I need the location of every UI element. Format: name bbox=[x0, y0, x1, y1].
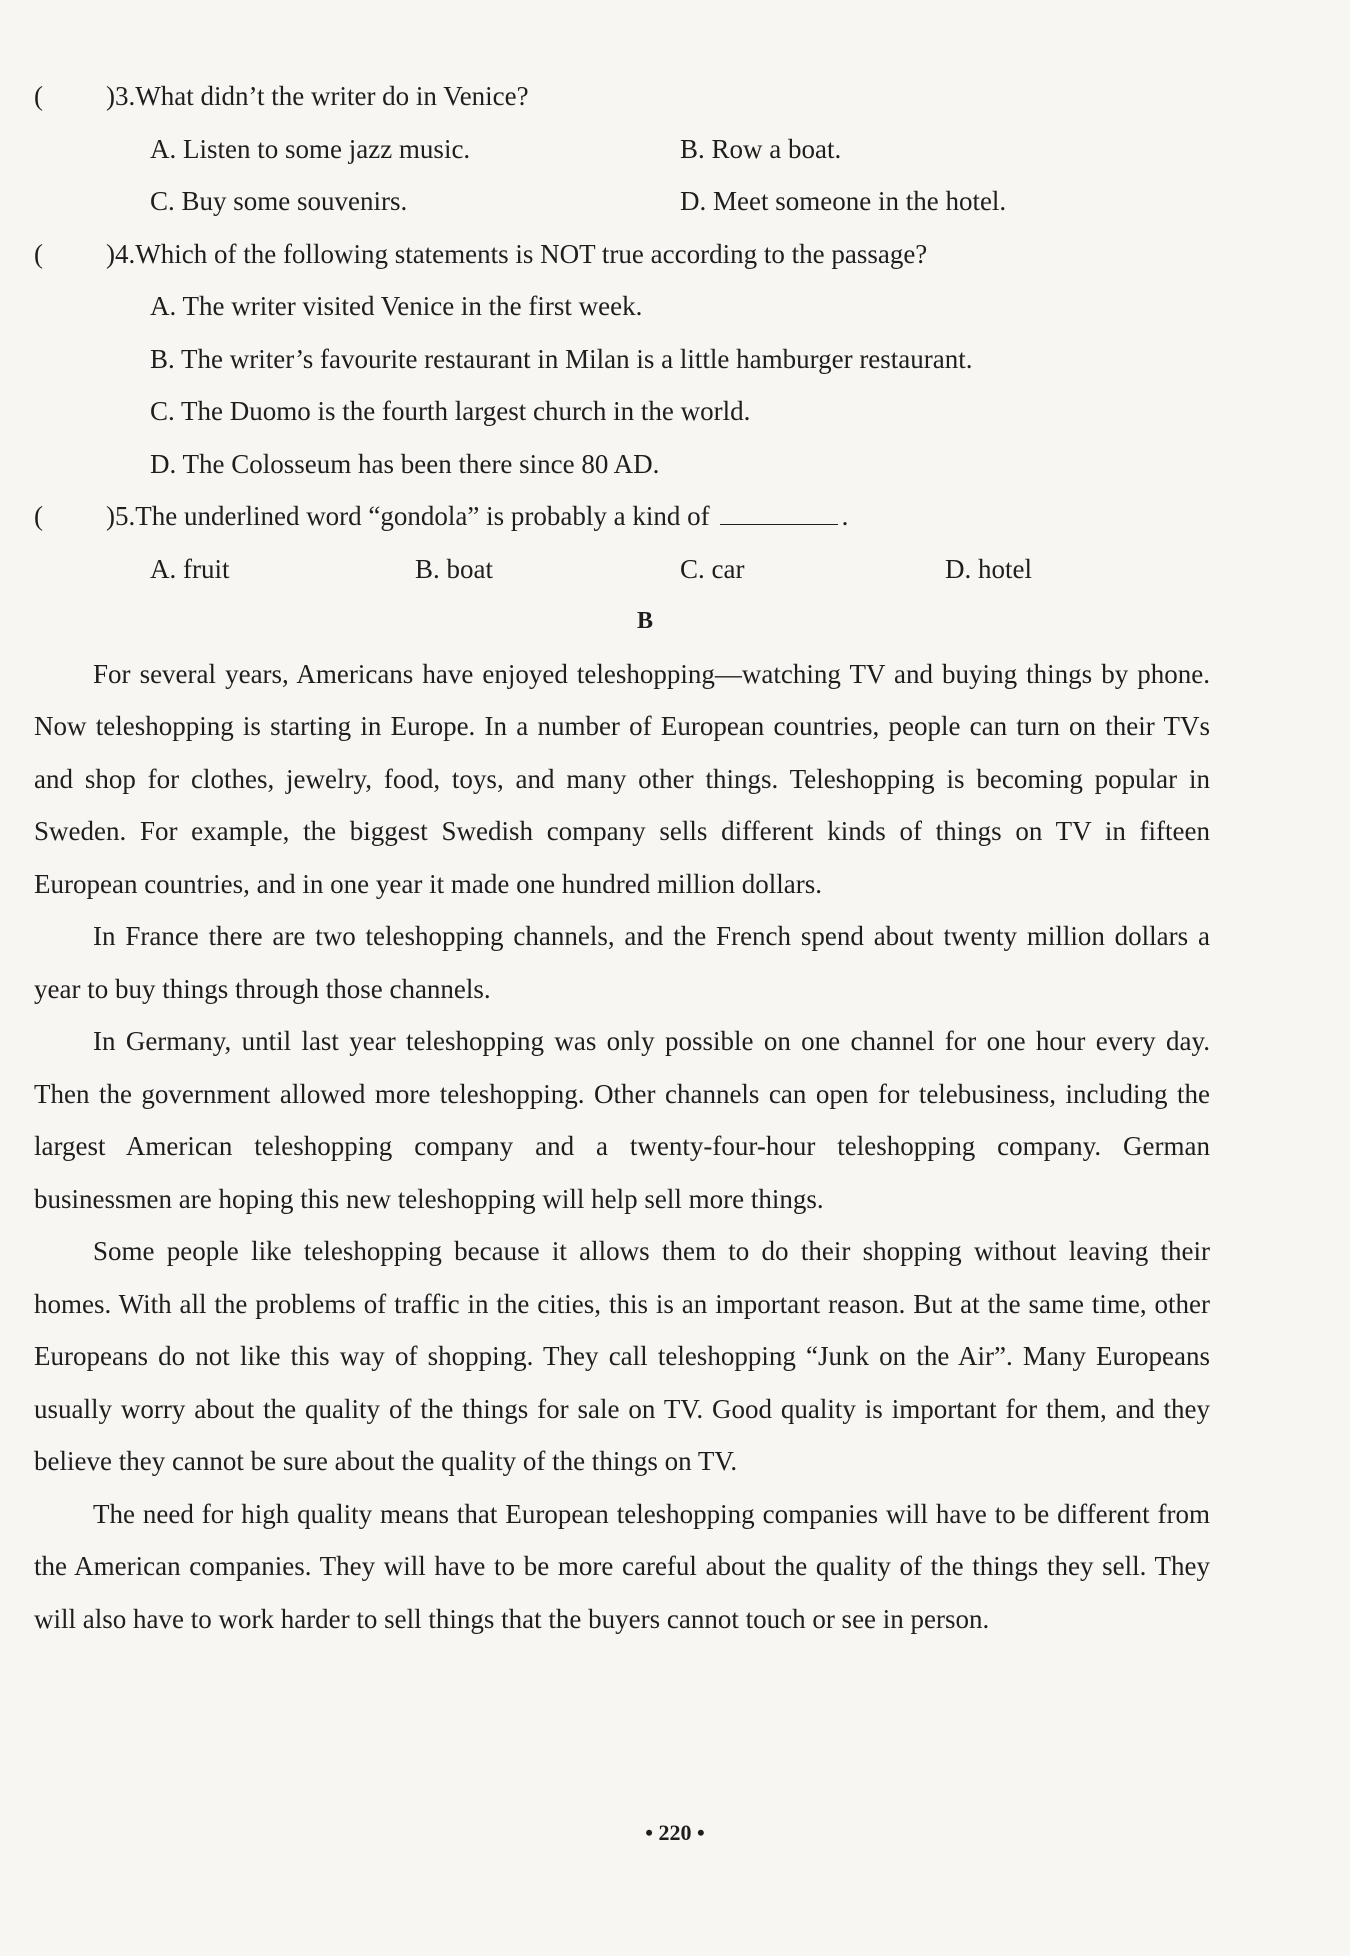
passage-paragraph: Some people like teleshopping because it allows them to do their shopping without leaving their homes. With all the problems of traffic in the cities, this is an important reason. But at the same time, other Europeans do not like this way of shopping. They call teleshopping “Junk on the Air”. Many Europeans usually worry about the quality of the things for sale on TV. Good quality is important for them, and they believe they cannot be sure about the quality of the things on TV. bbox=[34, 1236, 1210, 1476]
passage-paragraph: In Germany, until last year teleshopping was only possible on one channel for one hour every day. Then the government allowed more teleshopping. Other channels can open for telebusiness, including the largest American teleshopping company and a twenty-four-hour teleshopping company. German businessmen are hoping this new teleshopping will help sell more things. bbox=[34, 1026, 1210, 1214]
option-a: A. Listen to some jazz music. bbox=[150, 133, 471, 164]
option-d: D. Meet someone in the hotel. bbox=[680, 186, 1007, 216]
answer-paren: ( bbox=[34, 238, 43, 269]
passage-paragraph: In France there are two teleshopping channels, and the French spend about twenty million dollars a year to buy things through those channels. bbox=[34, 921, 1210, 1004]
passage-paragraph: The need for high quality means that European teleshopping companies will have to be different from the American companies. They will have to be more careful about the quality of the things they sell. They will also have to work harder to sell things that the buyers cannot touch or see in person. bbox=[34, 1498, 1210, 1634]
question-text: The underlined word “gondola” is probably a kind of bbox=[135, 501, 710, 531]
options-row bbox=[34, 333, 1210, 386]
document-page bbox=[34, 70, 1210, 1645]
question-number: )5. bbox=[106, 501, 136, 531]
question-text: Which of the following statements is NOT true according to the passage? bbox=[135, 238, 928, 269]
reading-passage bbox=[34, 648, 1210, 1646]
question-5 bbox=[34, 490, 1210, 543]
section-title: B bbox=[636, 608, 653, 634]
passage-paragraph: For several years, Americans have enjoyed teleshopping—watching TV and buying things by phone. Now teleshopping is starting in Europe. In a number of European countries, people can turn on their TVs and shop for clothes, jewelry, food, toys, and many other things. Teleshopping is becoming popular in Sweden. For example, the biggest Swedish company sells different kinds of things on TV in fifteen European countries, and in one year it made one hundred million dollars. bbox=[34, 658, 1210, 899]
question-4 bbox=[34, 228, 1210, 281]
option-b: B. boat bbox=[415, 553, 493, 584]
question-number: )3. bbox=[106, 81, 136, 111]
page-number: • 220 • bbox=[645, 1820, 705, 1845]
option-d: D. The Colosseum has been there since 80 AD. bbox=[150, 448, 660, 479]
question-3 bbox=[34, 70, 1210, 123]
option-d: D. hotel bbox=[945, 553, 1032, 584]
options-row bbox=[34, 385, 1210, 438]
options-row bbox=[34, 280, 1210, 333]
answer-paren: ( bbox=[34, 81, 43, 111]
options-row bbox=[34, 123, 1210, 176]
options-row bbox=[34, 543, 1210, 596]
option-c: C. The Duomo is the fourth largest church in the world. bbox=[150, 396, 751, 426]
option-c: C. Buy some souvenirs. bbox=[150, 186, 408, 216]
options-row bbox=[34, 175, 1210, 228]
question-end-punctuation: . bbox=[841, 501, 849, 531]
options-row bbox=[34, 438, 1210, 491]
option-a: A. fruit bbox=[150, 553, 230, 584]
option-b: B. Row a boat. bbox=[680, 133, 842, 164]
option-c: C. car bbox=[680, 553, 745, 584]
option-b: B. The writer’s favourite restaurant in Milan is a little hamburger restaurant. bbox=[150, 343, 973, 374]
question-text: What didn’t the writer do in Venice? bbox=[135, 81, 529, 111]
answer-blank bbox=[720, 523, 838, 525]
answer-paren: ( bbox=[34, 501, 43, 531]
question-number: )4. bbox=[106, 238, 136, 269]
option-a: A. The writer visited Venice in the first week. bbox=[150, 291, 643, 321]
